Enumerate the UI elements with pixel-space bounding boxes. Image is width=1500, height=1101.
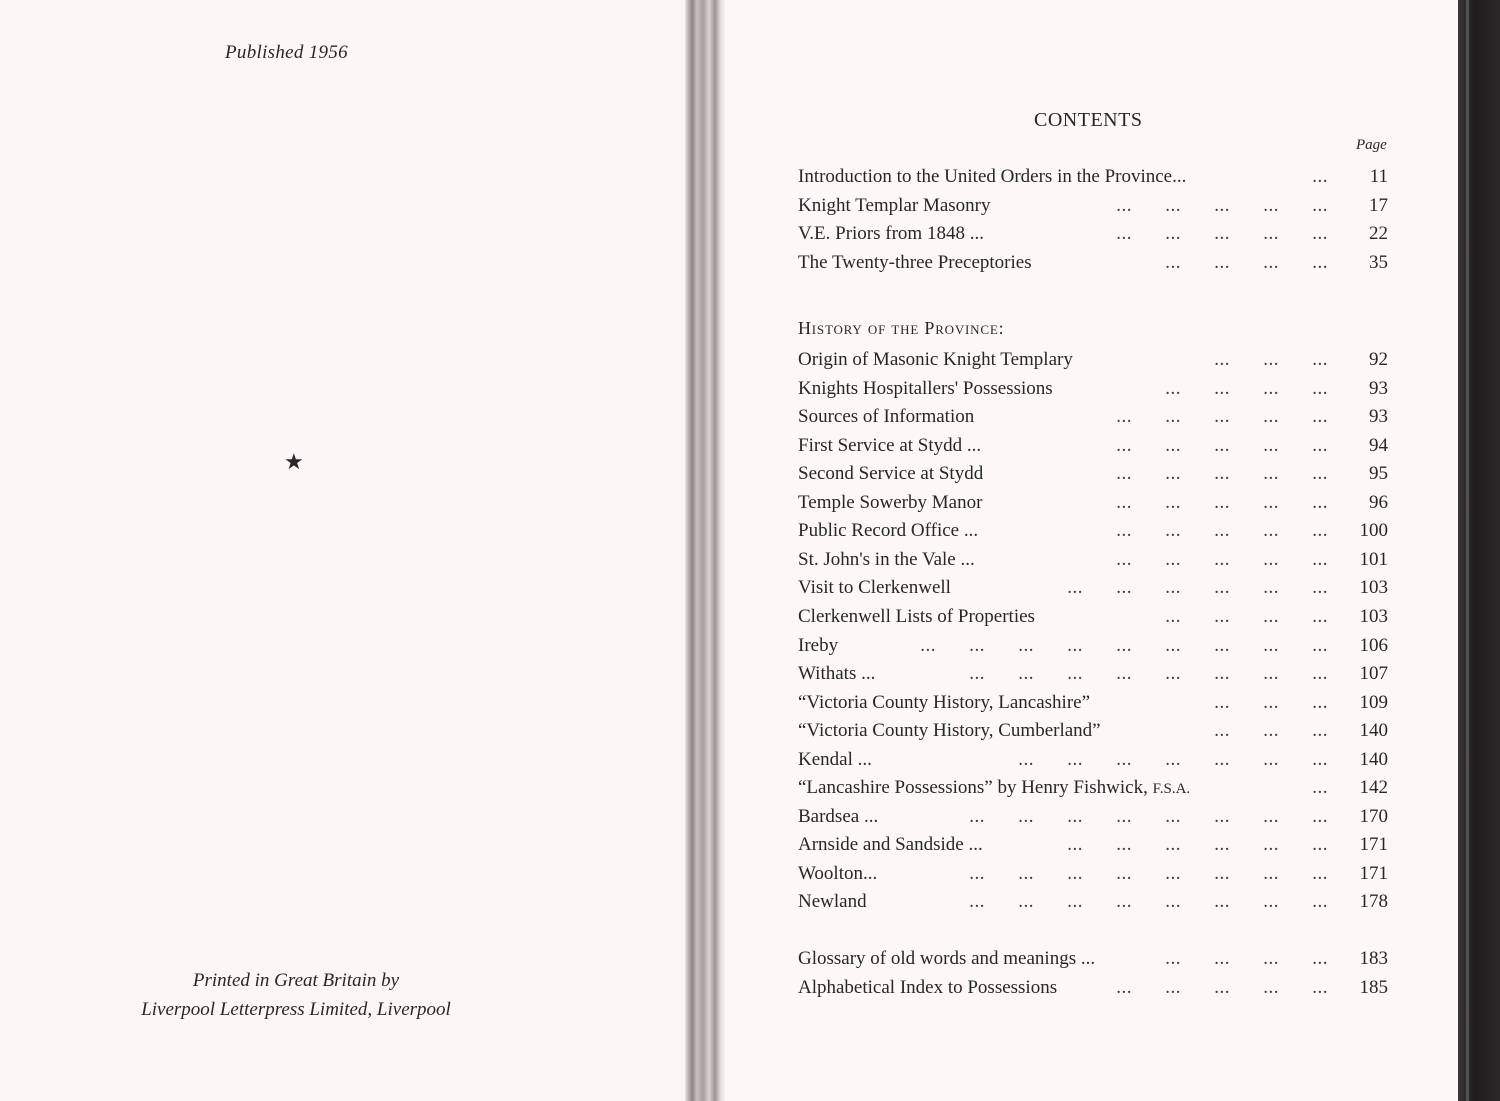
page-column-label: Page	[1356, 137, 1387, 153]
toc-entry-title-text: Woolton...	[798, 862, 878, 884]
toc-entry-title	[798, 717, 1101, 745]
toc-entry-title	[798, 945, 1095, 973]
toc-leader-dots: ... ... ... ...	[1165, 605, 1328, 627]
toc-entry-title	[798, 574, 951, 602]
toc-page-number: 170	[1359, 805, 1388, 827]
toc-page-number: 93	[1369, 406, 1388, 428]
toc-page-number: 93	[1369, 377, 1388, 399]
toc-entry	[798, 249, 1390, 277]
toc-entry-title-text: “Victoria County History, Cumberland”	[798, 720, 1101, 742]
toc-entry	[798, 375, 1390, 403]
toc-page-number: 103	[1359, 577, 1388, 599]
toc-entry-title	[798, 403, 974, 431]
toc-entry-title-text: Bardsea ...	[798, 805, 879, 827]
toc-entry-title-text: V.E. Priors from 1848 ...	[798, 223, 984, 245]
toc-entry-title-suffix: F.S.A.	[1152, 781, 1191, 798]
toc-page-number: 96	[1369, 491, 1388, 513]
toc-leader-dots: ... ... ... ... ... ... ... ...	[969, 805, 1328, 827]
toc-entry-title	[798, 346, 1073, 374]
toc-entry-title-text: Newland	[798, 891, 867, 913]
toc-entry-title-text: Knights Hospitallers' Possessions	[798, 377, 1053, 399]
toc-entry-title-text: Public Record Office ...	[798, 520, 979, 542]
toc-entry-title	[798, 746, 872, 774]
toc-entry-title-text: “Lancashire Possessions” by Henry Fishwick,	[798, 777, 1153, 799]
toc-page-number: 94	[1369, 434, 1388, 456]
toc-entry-title-text: Sources of Information	[798, 406, 975, 428]
toc-entry-title-text: Visit to Clerkenwell	[798, 577, 951, 599]
toc-entry	[798, 460, 1390, 488]
toc-entry-title-text: First Service at Stydd ...	[798, 434, 982, 456]
toc-entry	[798, 220, 1390, 248]
toc-page-number: 109	[1359, 691, 1388, 713]
toc-entry-title	[798, 660, 875, 688]
toc-entry-title-text: Glossary of old words and meanings ...	[798, 948, 1096, 969]
toc-entry	[798, 717, 1390, 745]
book-gutter	[685, 0, 725, 1101]
toc-entry	[798, 163, 1390, 191]
toc-entry-title-text: Knight Templar Masonry	[798, 194, 991, 216]
toc-leader-dots: ... ... ... ... ... ...	[1067, 834, 1328, 856]
toc-entry	[798, 831, 1390, 859]
toc-entry-title-text: Ireby	[798, 634, 839, 656]
toc-leader-dots: ... ... ... ...	[1165, 252, 1328, 274]
toc-leader-dots: ... ... ... ... ...	[1116, 223, 1328, 245]
toc-entry-title	[798, 249, 1032, 277]
toc-entry	[798, 546, 1390, 574]
toc-entry-title-text: Withats ...	[798, 663, 876, 685]
toc-leader-dots: ... ... ... ... ... ...	[1067, 577, 1328, 599]
toc-entry-title	[798, 689, 1090, 717]
toc-entry-title-text: Introduction to the United Orders in the Province...	[798, 166, 1187, 187]
toc-leader-dots: ... ... ... ... ... ... ... ... ...	[920, 634, 1328, 656]
toc-entry	[798, 945, 1390, 973]
toc-page-number: 100	[1359, 520, 1388, 542]
toc-leader-dots: ...	[1312, 166, 1328, 187]
toc-page-number: 185	[1359, 976, 1388, 998]
toc-entry-title-text: St. John's in the Vale ...	[798, 548, 975, 570]
star-ornament-icon: ★	[284, 449, 304, 474]
toc-entry-title	[798, 163, 1186, 191]
printer-line-2: Liverpool Letterpress Limited, Liverpool	[141, 999, 451, 1020]
toc-leader-dots: ... ... ... ... ...	[1116, 548, 1328, 570]
toc-entry-title-text: The Twenty-three Preceptories	[798, 252, 1032, 274]
toc-entry	[798, 888, 1390, 916]
toc-page-number: 22	[1369, 223, 1388, 245]
toc-page-number: 140	[1359, 748, 1388, 770]
toc-leader-dots: ... ... ... ...	[1165, 948, 1328, 969]
toc-entry	[798, 603, 1390, 631]
toc-leader-dots: ... ... ...	[1214, 720, 1328, 742]
toc-entry-title	[798, 489, 982, 517]
toc-leader-dots: ... ... ... ... ...	[1116, 491, 1328, 513]
toc-entry	[798, 489, 1390, 517]
toc-entry-title-text: Alphabetical Index to Possessions	[798, 976, 1058, 998]
toc-page-number: 140	[1359, 720, 1388, 742]
toc-leader-dots: ... ... ... ... ...	[1116, 194, 1328, 216]
toc-leader-dots: ... ... ... ... ... ... ... ...	[969, 862, 1328, 884]
toc-entry-title-text: Temple Sowerby Manor	[798, 491, 983, 513]
toc-page-number: 171	[1359, 862, 1388, 884]
toc-leader-dots: ... ... ... ...	[1165, 377, 1328, 399]
toc-entry	[798, 632, 1390, 660]
cover-edge-line	[1466, 0, 1469, 1101]
toc-page-number: 171	[1359, 834, 1388, 856]
toc-leader-dots: ... ... ... ... ... ... ...	[1018, 748, 1328, 770]
toc-leader-dots: ... ... ... ... ... ... ... ...	[969, 891, 1328, 913]
toc-entry-title	[798, 774, 1190, 803]
toc-entry-title-text: Second Service at Stydd	[798, 463, 984, 485]
toc-entry-title	[798, 192, 991, 220]
toc-entry	[798, 746, 1390, 774]
toc-leader-dots: ... ... ...	[1214, 349, 1328, 370]
toc-entry-title	[798, 375, 1053, 403]
toc-page-number: 17	[1369, 194, 1388, 216]
toc-page-number: 106	[1359, 634, 1388, 656]
toc-leader-dots: ... ... ... ... ...	[1116, 520, 1328, 542]
toc-leader-dots: ... ... ... ... ...	[1116, 463, 1328, 485]
toc-page-number: 92	[1369, 349, 1388, 370]
toc-leader-dots: ... ... ... ... ...	[1116, 434, 1328, 456]
toc-page-number: 11	[1369, 166, 1388, 187]
toc-entry-title	[798, 974, 1057, 1002]
toc-entry-title	[798, 888, 867, 916]
toc-entry-title	[798, 603, 1035, 631]
toc-entry	[798, 660, 1390, 688]
toc-entry-title-text: Kendal ...	[798, 748, 872, 770]
toc-entry	[798, 517, 1390, 545]
toc-page-number: 178	[1359, 891, 1388, 913]
toc-leader-dots: ... ... ... ... ... ... ... ...	[969, 663, 1328, 685]
toc-entry	[798, 974, 1390, 1002]
toc-leader-dots: ... ... ... ... ...	[1116, 406, 1328, 428]
toc-entry-title-text: “Victoria County History, Lancashire”	[798, 691, 1091, 713]
toc-entry-title	[798, 831, 983, 859]
toc-entry-title	[798, 632, 838, 660]
toc-page-number: 101	[1359, 548, 1388, 570]
publication-date: Published 1956	[225, 42, 348, 63]
toc-entry	[798, 432, 1390, 460]
toc-entry	[798, 689, 1390, 717]
toc-entry	[798, 403, 1390, 431]
toc-leader-dots: ... ... ... ... ...	[1116, 976, 1328, 998]
toc-entry-title	[798, 460, 983, 488]
cover-edge	[1458, 0, 1500, 1101]
toc-entry	[798, 774, 1390, 802]
toc-page-number: 35	[1369, 252, 1388, 274]
toc-entry-title-text: Clerkenwell Lists of Properties	[798, 605, 1035, 627]
section-heading: History of the Province:	[798, 318, 1005, 338]
toc-entry-title-text: Origin of Masonic Knight Templary	[798, 349, 1073, 370]
toc-entry-title	[798, 517, 978, 545]
toc-page-number: 183	[1359, 948, 1388, 969]
toc-page-number: 142	[1359, 777, 1388, 799]
printer-imprint	[100, 966, 492, 1024]
left-page	[0, 0, 685, 1101]
toc-entry	[798, 574, 1390, 602]
toc-entry	[798, 803, 1390, 831]
toc-page-number: 95	[1369, 463, 1388, 485]
printer-line-1: Printed in Great Britain by	[192, 970, 400, 991]
toc-leader-dots: ... ... ...	[1214, 691, 1328, 713]
toc-entry	[798, 860, 1390, 888]
toc-entry-title	[798, 803, 878, 831]
toc-entry-title-text: Arnside and Sandside ...	[798, 834, 983, 856]
toc-entry-title	[798, 860, 877, 888]
toc-entry-title	[798, 546, 975, 574]
toc-page-number: 103	[1359, 605, 1388, 627]
toc-page-number: 107	[1359, 663, 1388, 685]
toc-entry	[798, 192, 1390, 220]
toc-leader-dots: ...	[1312, 777, 1328, 799]
toc-entry-title	[798, 220, 984, 248]
toc-entry	[798, 346, 1390, 374]
contents-title: CONTENTS	[1034, 109, 1143, 131]
toc-entry-title	[798, 432, 981, 460]
